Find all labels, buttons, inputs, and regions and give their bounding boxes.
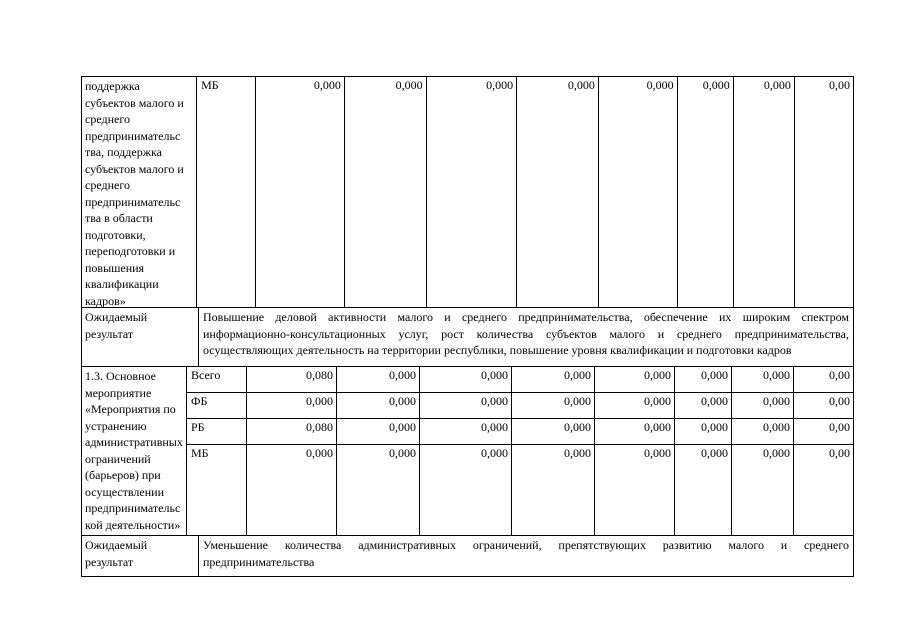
value-cell: 0,000 xyxy=(599,77,678,307)
value-cell: 0,000 xyxy=(675,445,732,535)
value-cell: 0,000 xyxy=(512,445,595,535)
value-cell: 0,00 xyxy=(829,420,850,434)
value-cell: 0,000 xyxy=(512,367,595,392)
value-cell: 0,00 xyxy=(829,446,850,460)
value-cell: 0,000 xyxy=(512,393,595,418)
value-cell: 0,000 xyxy=(678,77,734,307)
value-cell: 0,000 xyxy=(595,367,675,392)
value-cell: 0,000 xyxy=(427,77,518,307)
row-name-cell: 1.3. Основное мероприятие «Мероприятия по устранению административных ограничений (барьеров) при осуществлении предпринимательс кой деятельности» xyxy=(82,367,187,535)
subrows xyxy=(187,367,853,535)
value-cell: 0,000 xyxy=(420,393,512,418)
value-cell: 0,000 xyxy=(595,393,675,418)
value-cell: 0,000 xyxy=(732,445,794,535)
row-name-cell: поддержка субъектов малого и среднего предпринимательс тва, поддержка субъектов малого и среднего предпринимательс тва в области подготовки, переподготовки и повышения квалификации кадров» xyxy=(82,77,197,307)
value-cell: 0,000 xyxy=(256,77,345,307)
result-text xyxy=(199,536,853,576)
value-cell: 0,000 xyxy=(345,77,427,307)
result-line: информационно-консультационных услуг, рост количества субъектов малого и среднего предпринимательства, xyxy=(203,326,849,341)
source-cell: МБ xyxy=(187,445,247,535)
result-line: предпринимательства xyxy=(203,554,315,569)
table-row xyxy=(187,445,853,535)
result-line: осуществляющих деятельность на территории республики, повышение уровня квалификации и подготовки кадров xyxy=(203,343,792,357)
value-cell: 0,000 xyxy=(734,77,795,307)
source-cell: МБ xyxy=(197,77,256,307)
source-cell: РБ xyxy=(187,419,247,444)
value-cell: 0,00 xyxy=(829,394,850,408)
value-cell: 0,00 xyxy=(828,78,850,92)
table-row-result1 xyxy=(81,308,854,367)
source-cell: Всего xyxy=(187,367,247,392)
result-line: Повышение деловой активности малого и среднего предпринимательства, обеспечение их широким спектром xyxy=(203,310,849,324)
value-cell: 0,080 xyxy=(247,419,337,444)
result-line: Уменьшение количества административных ограничений, препятствующих развитию малого и среднего xyxy=(203,538,849,552)
value-cell: 0,000 xyxy=(595,419,675,444)
table-row-result2 xyxy=(81,536,854,577)
table-row xyxy=(187,393,853,419)
table-row xyxy=(187,419,853,445)
value-cell: 0,000 xyxy=(337,445,420,535)
value-cell: 0,000 xyxy=(512,419,595,444)
value-cell: 0,000 xyxy=(337,393,420,418)
table-row-block1 xyxy=(81,76,854,308)
value-cell: 0,000 xyxy=(420,419,512,444)
result-label: Ожидаемый результат xyxy=(82,536,199,576)
value-cell: 0,000 xyxy=(337,367,420,392)
value-cell: 0,000 xyxy=(732,393,794,418)
value-cell: 0,000 xyxy=(675,393,732,418)
value-cell: 0,000 xyxy=(420,445,512,535)
value-cell: 0,000 xyxy=(595,445,675,535)
value-cell: 0,000 xyxy=(675,419,732,444)
table-group-block2 xyxy=(81,367,854,536)
value-cell: 0,000 xyxy=(247,393,337,418)
value-cell: 0,00 xyxy=(829,368,850,382)
value-cell: 0,000 xyxy=(732,367,794,392)
value-cell: 0,000 xyxy=(732,419,794,444)
value-cell: 0,000 xyxy=(247,445,337,535)
budget-table xyxy=(81,76,854,577)
result-label: Ожидаемый результат xyxy=(82,308,199,366)
value-cell: 0,000 xyxy=(517,77,599,307)
value-cell: 0,000 xyxy=(337,419,420,444)
value-cell: 0,080 xyxy=(247,367,337,392)
table-row xyxy=(187,367,853,393)
value-cell: 0,000 xyxy=(675,367,732,392)
value-cell: 0,000 xyxy=(420,367,512,392)
result-text xyxy=(199,308,853,366)
source-cell: ФБ xyxy=(187,393,247,418)
